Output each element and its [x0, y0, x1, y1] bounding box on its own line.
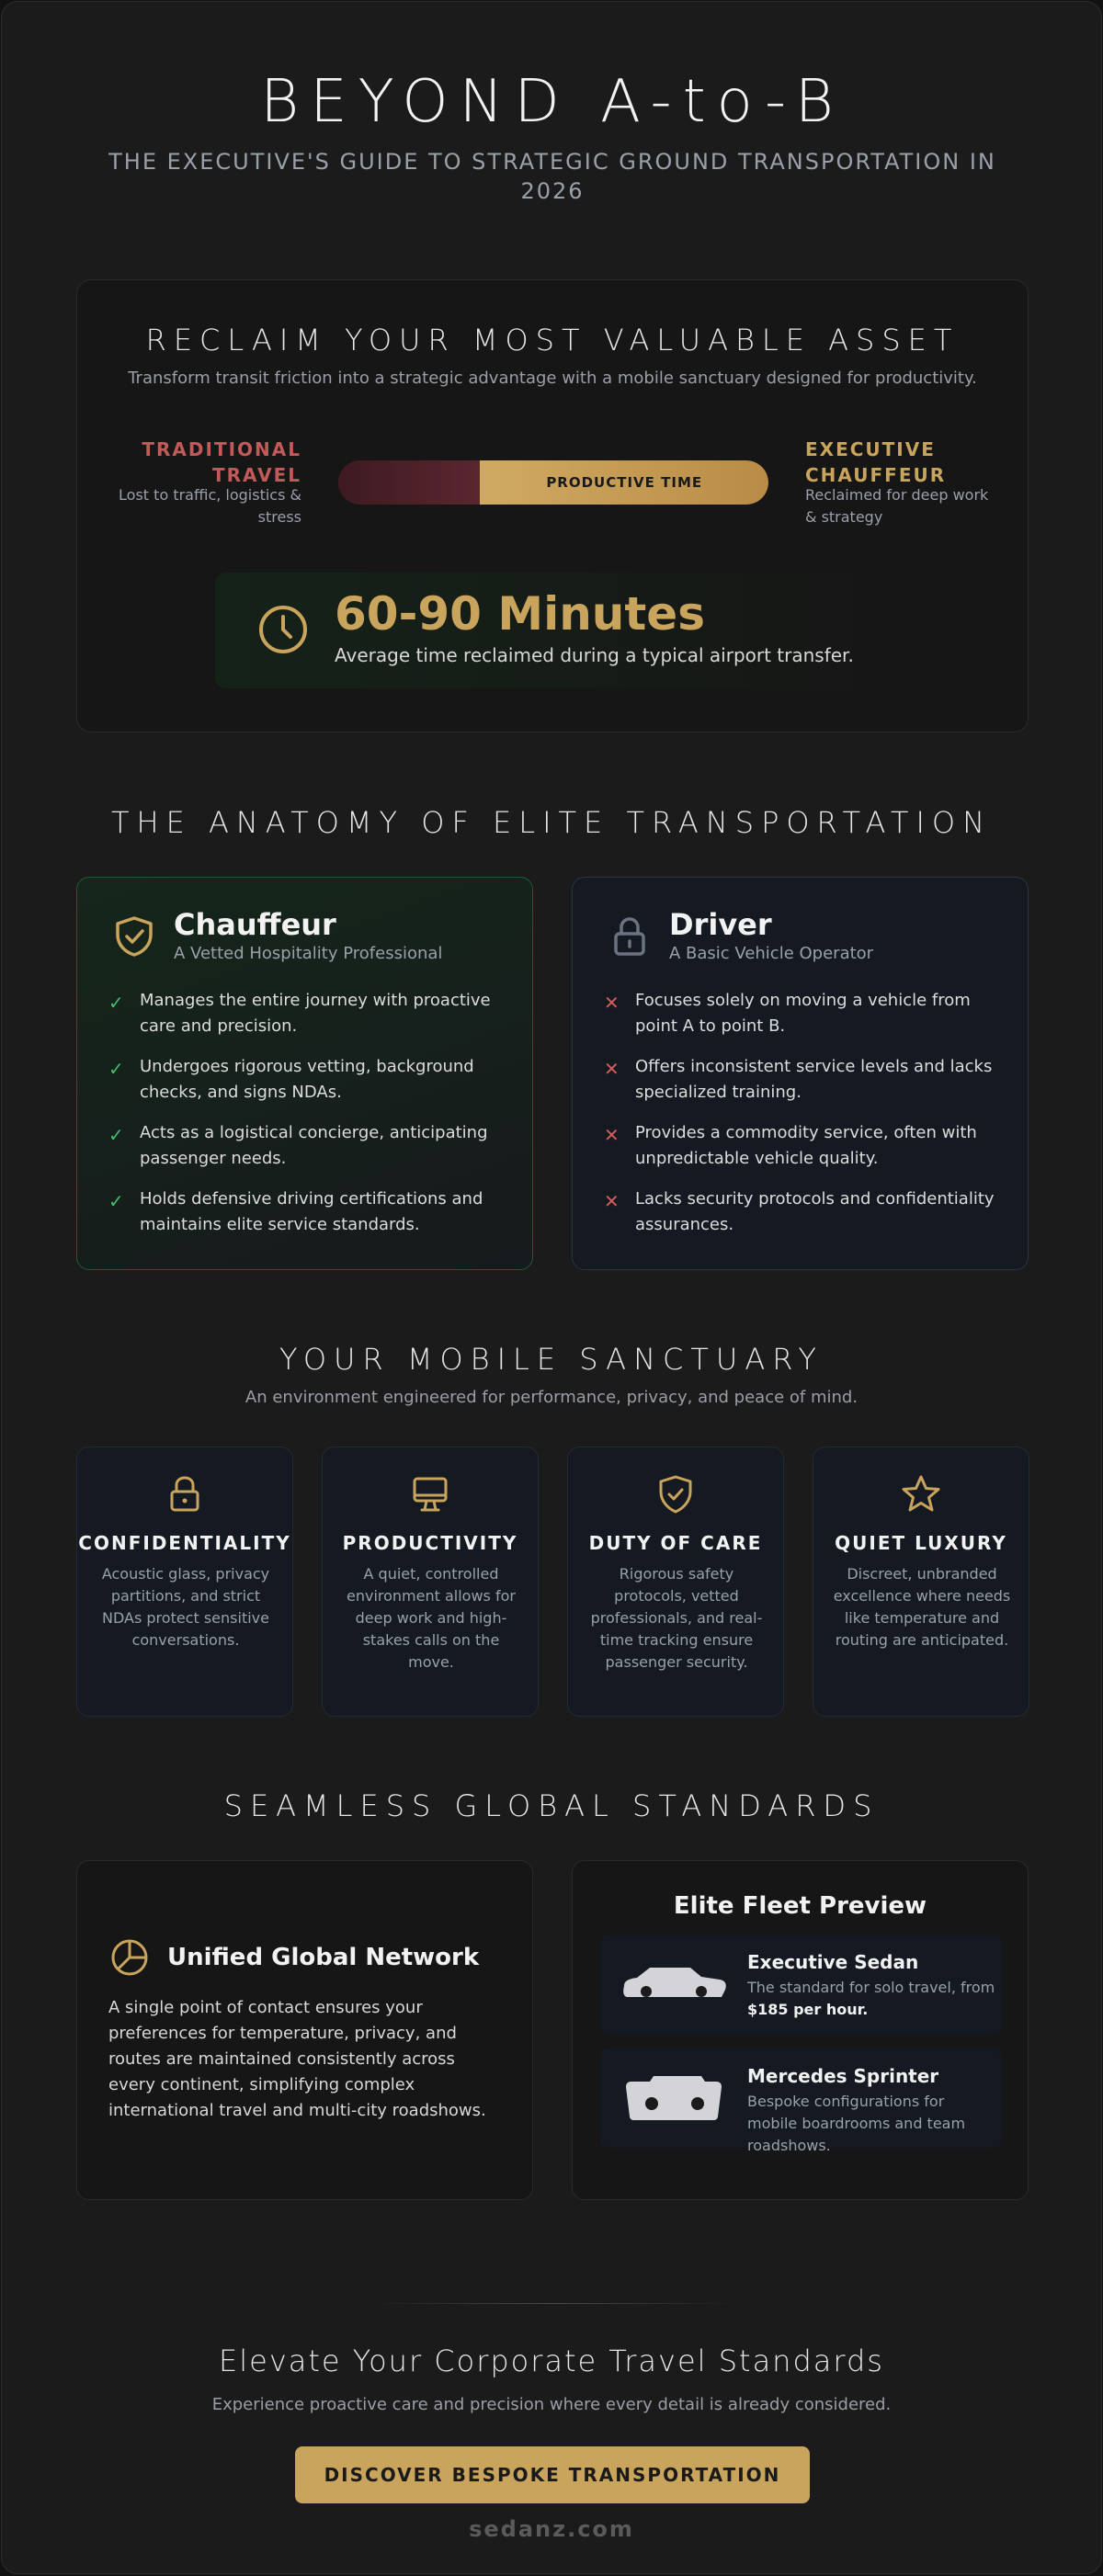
reclaim-title: RECLAIM YOUR MOST VALUABLE ASSET [145, 323, 960, 357]
productive-time-bar [338, 460, 768, 505]
chauffeur-card [76, 877, 533, 1270]
sedan-name: Executive Sedan [747, 1951, 919, 1973]
feature-card-duty-of-care [567, 1447, 784, 1717]
chauffeur-list [108, 988, 513, 1253]
cross-icon: ✕ [604, 1190, 620, 1212]
driver-list [604, 988, 1008, 1253]
shield-check-icon [112, 914, 156, 959]
feature-title: QUIET LUXURY [835, 1532, 1007, 1554]
feature-card-productivity [322, 1447, 539, 1717]
sanctuary-title: YOUR MOBILE SANCTUARY [279, 1342, 824, 1377]
check-icon: ✓ [108, 1058, 124, 1080]
fleet-title: Elite Fleet Preview [673, 1892, 927, 1920]
sprinter-name: Mercedes Sprinter [747, 2065, 939, 2087]
list-item: ✕ Focuses solely on moving a vehicle from point A to point B. [604, 991, 971, 1036]
shield-check-icon [653, 1471, 699, 1517]
chauffeur-subtitle: A Vetted Hospitality Professional [174, 944, 443, 963]
stat-value: 60-90 Minutes [335, 587, 705, 641]
vehicle-sprinter [600, 2048, 1002, 2154]
reclaim-subtitle: Transform transit friction into a strategic advantage with a mobile sanctuary designed for productivity. [128, 369, 977, 388]
traditional-travel-desc: Lost to traffic, logistics & stress [119, 486, 301, 526]
feature-card-quiet-luxury [813, 1447, 1029, 1717]
check-icon: ✓ [108, 992, 124, 1014]
feature-text: Discreet, unbranded excellence where needs like temperature and routing are anticipated. [833, 1565, 1011, 1649]
list-item: ✕ Lacks security protocols and confidentiality assurances. [604, 1189, 995, 1234]
hero-title: BEYOND A-to-B [260, 68, 845, 136]
driver-card [572, 877, 1029, 1270]
anatomy-title: THE ANATOMY OF ELITE TRANSPORTATION [110, 805, 993, 840]
lock-icon [608, 914, 652, 959]
feature-text: Rigorous safety protocols, vetted professionals, and real-time tracking ensure passenger security. [590, 1565, 763, 1671]
list-item: ✕ Offers inconsistent service levels and lacks specialized training. [604, 1057, 993, 1102]
footer-brand: sedanz.com [469, 2516, 634, 2542]
lock-icon [162, 1471, 208, 1517]
feature-title: DUTY OF CARE [588, 1532, 763, 1554]
check-icon: ✓ [108, 1190, 124, 1212]
global-title: SEAMLESS GLOBAL STANDARDS [223, 1788, 880, 1823]
driver-title: Driver [669, 907, 772, 942]
vehicle-sedan [600, 1935, 1002, 2034]
check-icon: ✓ [108, 1124, 124, 1146]
feature-card-confidentiality [76, 1447, 293, 1717]
star-icon [898, 1471, 944, 1517]
executive-chauffeur-label: EXECUTIVE CHAUFFEUR [805, 438, 947, 486]
discover-transportation-button[interactable]: DISCOVER BESPOKE TRANSPORTATION [295, 2446, 810, 2503]
network-title: Unified Global Network [167, 1944, 480, 1971]
globe-pie-icon [108, 1936, 151, 1979]
divider [370, 2303, 737, 2304]
fleet-preview-card [572, 1860, 1029, 2200]
cross-icon: ✕ [604, 1058, 620, 1080]
list-item: ✓ Manages the entire journey with proactive care and precision. [108, 991, 491, 1036]
list-item: ✕ Provides a commodity service, often with unpredictable vehicle quality. [604, 1123, 977, 1168]
monitor-icon [407, 1471, 453, 1517]
cross-icon: ✕ [604, 992, 620, 1014]
stat-text: Average time reclaimed during a typical airport transfer. [335, 644, 854, 666]
feature-title: CONFIDENTIALITY [78, 1532, 291, 1554]
list-item: ✓ Acts as a logistical concierge, anticipating passenger needs. [108, 1123, 488, 1168]
chauffeur-title: Chauffeur [174, 907, 336, 942]
list-item: ✓ Undergoes rigorous vetting, background checks, and signs NDAs. [108, 1057, 474, 1102]
traditional-travel-label: TRADITIONAL TRAVEL [142, 438, 301, 486]
reclaim-panel [76, 279, 1029, 732]
network-text: A single point of contact ensures your preferences for temperature, privacy, and routes are maintained consistently across every continent, simplifying complex international travel and multi-city roadshows. [108, 1998, 486, 2120]
sedan-icon [613, 1955, 733, 2014]
cta-title: Elevate Your Corporate Travel Standards [219, 2343, 884, 2378]
sanctuary-subtitle: An environment engineered for performance, privacy, and peace of mind. [244, 1388, 859, 1407]
list-item: ✓ Holds defensive driving certifications and maintains elite service standards. [108, 1189, 483, 1234]
cta-subtitle: Experience proactive care and precision where every detail is already considered. [211, 2395, 892, 2414]
feature-title: PRODUCTIVITY [342, 1532, 518, 1554]
cross-icon: ✕ [604, 1124, 620, 1146]
van-icon [613, 2069, 733, 2128]
sprinter-desc: Bespoke configurations for mobile boardrooms and team roadshows. [747, 2093, 966, 2154]
page-frame [1, 1, 1102, 2574]
clock-icon [257, 604, 309, 655]
sedan-desc: The standard for solo travel, from $185 per hour. [747, 1979, 995, 2018]
time-reclaimed-stat [215, 573, 892, 688]
global-network-card [76, 1860, 533, 2200]
hero-subtitle: THE EXECUTIVE'S GUIDE TO STRATEGIC GROUND TRANSPORTATION IN 2026 [108, 149, 996, 204]
sedan-price: $185 per hour. [747, 2001, 869, 2018]
feature-text: A quiet, controlled environment allows for deep work and high-stakes calls on the move. [347, 1565, 516, 1671]
executive-chauffeur-desc: Reclaimed for deep work & strategy [805, 486, 989, 526]
productive-time-segment [480, 460, 768, 505]
lost-time-segment [338, 460, 480, 505]
productive-time-label: PRODUCTIVE TIME [546, 474, 703, 491]
driver-subtitle: A Basic Vehicle Operator [669, 944, 874, 963]
feature-text: Acoustic glass, privacy partitions, and strict NDAs protect sensitive conversations. [101, 1565, 270, 1649]
